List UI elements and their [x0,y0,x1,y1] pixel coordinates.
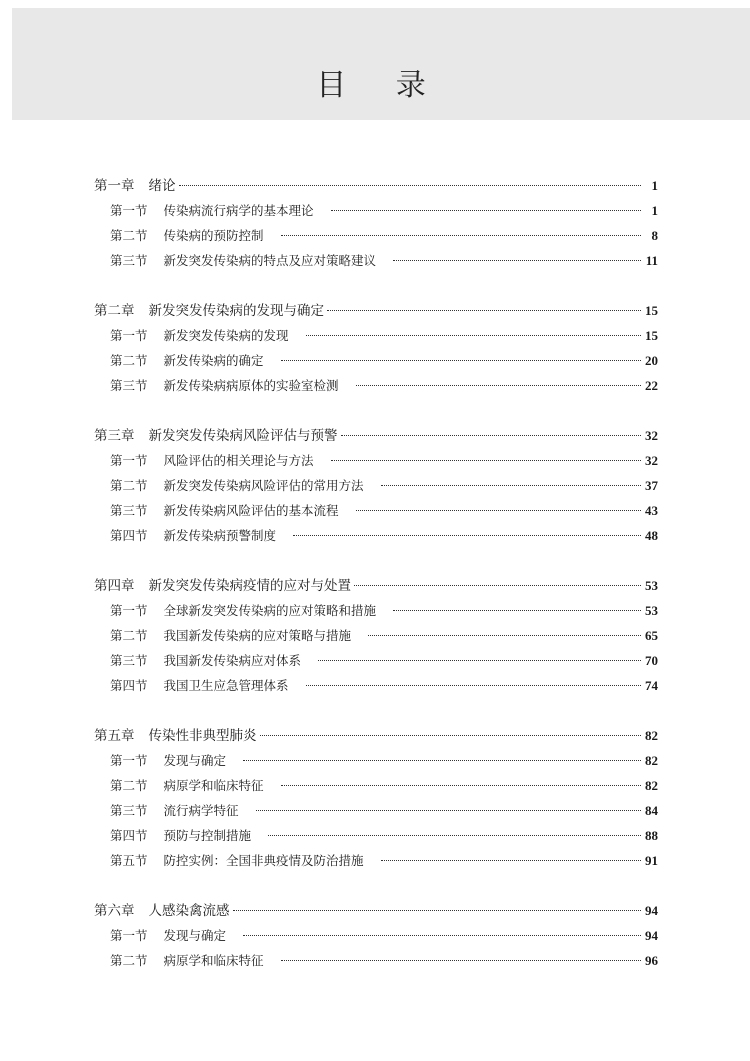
section-entry-page-number: 88 [645,828,658,843]
section-entry-number: 第二节 [110,478,148,493]
section-entry[interactable] [94,523,658,548]
section-entry-number: 第四节 [110,828,148,843]
section-entry-number: 第一节 [110,328,148,343]
section-entry-number: 第一节 [110,203,148,218]
section-entry-page-number: 32 [645,453,658,468]
dot-leader [281,785,641,786]
chapter-block [94,173,658,273]
dot-leader [356,510,641,511]
chapter-entry-title: 人感染禽流感 [148,903,230,919]
section-entry[interactable] [94,498,658,523]
dot-leader [381,860,641,861]
section-entry-number: 第一节 [110,928,148,943]
dot-leader [256,810,641,811]
section-entry-page-number: 82 [645,753,658,768]
section-entry-title: 流行病学特征 [163,803,239,818]
dot-leader [268,835,641,836]
dot-leader [393,610,641,611]
section-entry-page-number: 65 [645,628,658,643]
dot-leader [381,485,641,486]
section-entry-title: 传染病流行病学的基本理论 [163,203,314,218]
section-entry-page-number: 94 [645,928,658,943]
dot-leader [281,235,641,236]
chapter-entry[interactable] [94,298,658,323]
section-entry-page-number: 96 [645,953,658,968]
section-entry-title: 防控实例：全国非典疫情及防治措施 [163,853,364,868]
chapter-entry-page-number: 32 [645,428,658,443]
section-entry-page-number: 48 [645,528,658,543]
dot-leader [354,585,641,586]
section-entry-title: 病原学和临床特征 [163,953,264,968]
section-entry[interactable] [94,373,658,398]
section-entry-number: 第一节 [110,603,148,618]
chapter-block [94,898,658,973]
dot-leader [281,960,641,961]
section-entry[interactable] [94,348,658,373]
dot-leader [331,460,641,461]
section-entry-title: 我国卫生应急管理体系 [163,678,289,693]
section-entry-number: 第一节 [110,453,148,468]
section-entry-title: 全球新发突发传染病的应对策略和措施 [163,603,377,618]
section-entry-number: 第三节 [110,803,148,818]
section-entry-number: 第三节 [110,653,148,668]
section-entry-page-number: 43 [645,503,658,518]
dot-leader [393,260,641,261]
dot-leader [179,185,642,186]
section-entry-title: 预防与控制措施 [163,828,252,843]
dot-leader [260,735,642,736]
section-entry[interactable] [94,673,658,698]
section-entry-number: 第一节 [110,753,148,768]
section-entry[interactable] [94,848,658,873]
section-entry-title: 新发传染病预警制度 [163,528,277,543]
section-entry[interactable] [94,773,658,798]
section-entry-page-number: 91 [645,853,658,868]
chapter-entry-title: 绪论 [148,178,176,194]
chapter-entry-title: 新发突发传染病疫情的应对与处置 [148,578,351,594]
chapter-entry-page-number: 53 [645,578,658,593]
dot-leader [281,360,641,361]
chapter-block [94,423,658,548]
dot-leader [306,685,641,686]
dot-leader [233,910,642,911]
section-entry-number: 第二节 [110,353,148,368]
dot-leader [293,535,641,536]
section-entry-page-number: 1 [651,203,658,218]
chapter-entry-title: 新发突发传染病风险评估与预警 [148,428,338,444]
section-entry-number: 第二节 [110,228,148,243]
section-entry[interactable] [94,598,658,623]
section-entry[interactable] [94,648,658,673]
section-entry-number: 第四节 [110,678,148,693]
dot-leader [331,210,641,211]
section-entry[interactable] [94,798,658,823]
section-entry[interactable] [94,923,658,948]
chapter-entry-number: 第六章 [94,903,135,919]
chapter-entry-title: 传染性非典型肺炎 [148,728,257,744]
section-entry-title: 新发突发传染病的特点及应对策略建议 [163,253,377,268]
section-entry[interactable] [94,623,658,648]
section-entry-page-number: 15 [645,328,658,343]
chapter-entry-page-number: 82 [645,728,658,743]
section-entry-page-number: 8 [651,228,658,243]
chapter-entry-number: 第四章 [94,578,135,594]
section-entry-page-number: 11 [645,253,658,268]
section-entry[interactable] [94,748,658,773]
chapter-entry[interactable] [94,173,658,198]
section-entry-number: 第二节 [110,778,148,793]
dot-leader [341,435,642,436]
dot-leader [306,335,641,336]
dot-leader [356,385,641,386]
section-entry-number: 第四节 [110,528,148,543]
section-entry-page-number: 74 [645,678,658,693]
section-entry-page-number: 37 [645,478,658,493]
section-entry[interactable] [94,323,658,348]
chapter-entry[interactable] [94,723,658,748]
chapter-entry-page-number: 94 [645,903,658,918]
section-entry[interactable] [94,248,658,273]
section-entry-number: 第二节 [110,628,148,643]
section-entry-page-number: 22 [645,378,658,393]
section-entry-title: 我国新发传染病应对体系 [163,653,302,668]
chapter-entry-number: 第一章 [94,178,135,194]
chapter-block [94,573,658,698]
dot-leader [327,310,641,311]
chapter-entry-number: 第五章 [94,728,135,744]
chapter-entry-page-number: 1 [651,178,658,193]
section-entry[interactable] [94,223,658,248]
section-entry-title: 新发突发传染病风险评估的常用方法 [163,478,364,493]
section-entry[interactable] [94,198,658,223]
chapter-entry[interactable] [94,898,658,923]
page-title: 目 录 [316,68,446,103]
table-of-contents [94,173,658,998]
section-entry-page-number: 84 [645,803,658,818]
dot-leader [368,635,641,636]
section-entry-title: 风险评估的相关理论与方法 [163,453,314,468]
section-entry[interactable] [94,948,658,973]
section-entry-number: 第五节 [110,853,148,868]
chapter-entry[interactable] [94,423,658,448]
section-entry-page-number: 53 [645,603,658,618]
section-entry-page-number: 70 [645,653,658,668]
section-entry[interactable] [94,823,658,848]
section-entry-title: 病原学和临床特征 [163,778,264,793]
section-entry-title: 新发传染病病原体的实验室检测 [163,378,339,393]
section-entry[interactable] [94,448,658,473]
section-entry-title: 传染病的预防控制 [163,228,264,243]
dot-leader [243,935,641,936]
chapter-block [94,298,658,398]
section-entry-number: 第三节 [110,378,148,393]
section-entry-number: 第二节 [110,953,148,968]
section-entry-number: 第三节 [110,253,148,268]
chapter-entry-number: 第三章 [94,428,135,444]
chapter-entry-title: 新发突发传染病的发现与确定 [148,303,324,319]
chapter-entry-number: 第二章 [94,303,135,319]
chapter-entry-page-number: 15 [645,303,658,318]
section-entry-page-number: 82 [645,778,658,793]
dot-leader [243,760,641,761]
section-entry-title: 新发突发传染病的发现 [163,328,289,343]
section-entry[interactable] [94,473,658,498]
section-entry-page-number: 20 [645,353,658,368]
section-entry-title: 发现与确定 [163,753,227,768]
chapter-entry[interactable] [94,573,658,598]
section-entry-title: 发现与确定 [163,928,227,943]
section-entry-title: 新发传染病的确定 [163,353,264,368]
section-entry-title: 我国新发传染病的应对策略与措施 [163,628,352,643]
section-entry-title: 新发传染病风险评估的基本流程 [163,503,339,518]
chapter-block [94,723,658,873]
section-entry-number: 第三节 [110,503,148,518]
dot-leader [318,660,641,661]
